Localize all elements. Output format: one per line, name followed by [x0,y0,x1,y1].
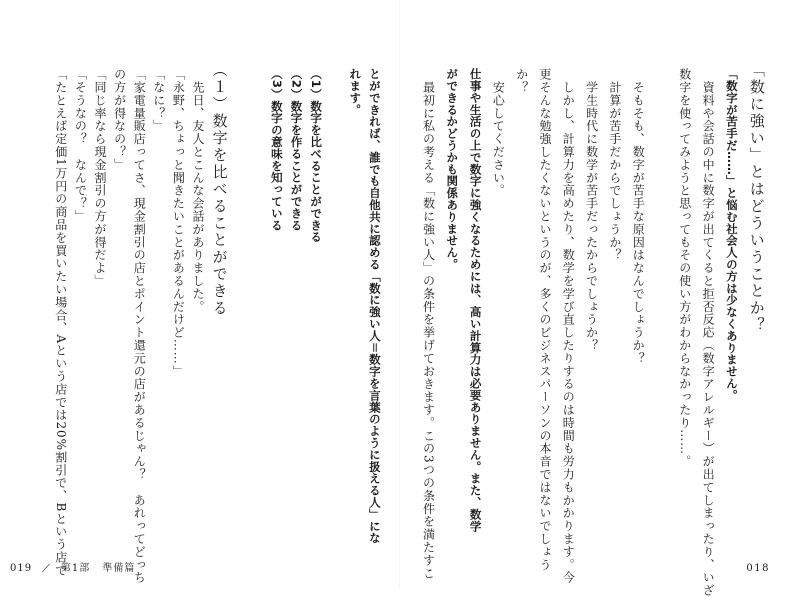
right-page-number: 018 [746,563,770,574]
text-column: 先日、友人とこんな会話がありました。 [191,68,205,314]
footer-slash: / [41,563,52,574]
text-column: （1）数字を比べることができる [309,68,324,244]
text-column: 計算が苦手だからでしょうか？ [607,68,622,262]
text-column: 「家電量販店ってさ、現金割引の店とポイント還元の店があるじゃん？ あれってどっち [132,68,147,584]
text-column: （１）数字を比べることができる [210,62,229,317]
gutter [399,0,401,588]
text-column: 「数字が苦手だ……」と悩む社会人の方は少なくありません。 [724,68,739,402]
text-column: 「数に強い」とはどういうことか？ [747,62,766,334]
text-column: ができるかどうかも関係ありません。 [445,68,460,271]
text-column: 「なに？」 [151,68,166,133]
text-column: しかし、計算力を高めたり、数学を学び直したりするのは時間も労力もかかります。今 [561,68,576,584]
text-column: 更そんな勉強したくないというのが、多くのビジネスパーソンの本音ではないでしょう [538,68,552,572]
text-column: 最初に私の考える「数に強い人」の条件を挙げておきます。この3つの条件を満たすこ [421,68,436,580]
text-column: 仕事や生活の上で数字に強くなるためには、高い計算力は必要ありません。また、数学 [468,68,483,533]
text-column: そもそも、数字が苦手な原因はなんでしょうか？ [631,68,646,365]
text-column: 「そうなの？ なんで？」 [73,68,88,223]
text-column: 「同じ率なら現金割引の方が得だよ」 [93,68,107,288]
text-column: （2）数字を作ることができる [289,68,304,232]
text-column: か？ [514,68,529,94]
text-column: 「たとえば定価1万円の商品を買いたい場合、Aという店では20%割引で、Bという店で [53,68,68,577]
text-column: 資料や会話の中に数字が出てくると拒否反応（数字アレルギー）が出てしまったり、いざ [701,68,716,597]
left-footer [10,559,143,574]
text-column: （3）数字の意味を知っている [269,68,284,232]
part-label: 第1部 [60,563,91,574]
text-column: の方が得なの？」 [112,68,127,172]
text-column: とができれば、誰でも自他共に認める「数に強い人＝数字を言葉のように扱える人」にな [367,68,382,544]
text-column: 数字を使ってみようと思ってもその使い方がわからなかったり……。 [677,68,692,468]
text-column: 安心してください。 [491,68,506,197]
left-page-number: 019 [10,563,33,574]
section-label: 準備篇 [102,563,136,574]
text-column: 学生時代に数学が苦手だったからでしょうか？ [584,68,599,352]
text-column: れます。 [348,68,363,116]
text-column: 「永野、ちょっと聞きたいことがあるんだけど……」 [171,68,186,378]
